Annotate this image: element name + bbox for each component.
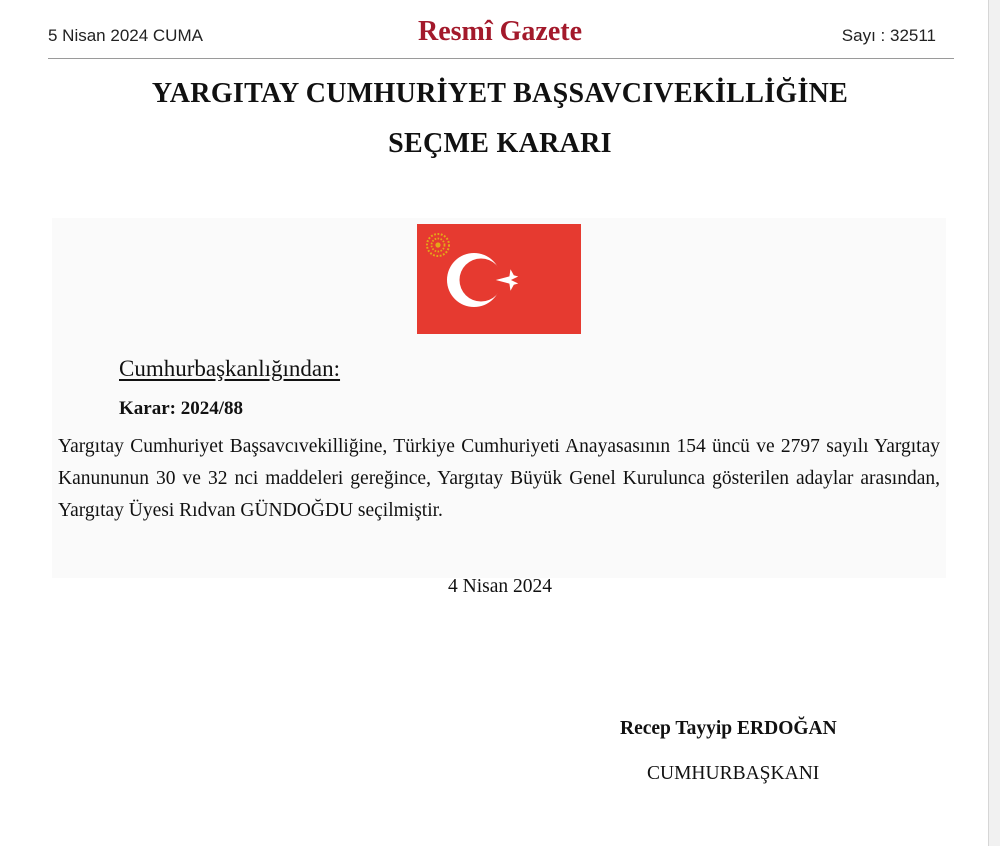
header-divider: [48, 58, 954, 59]
decision-number: Karar: 2024/88: [119, 398, 244, 419]
issue-number: Sayı : 32511: [841, 26, 936, 45]
document-title-line1: YARGITAY CUMHURİYET BAŞSAVCIVEKİLLİĞİNE: [151, 78, 849, 109]
signer-title: CUMHURBAŞKANI: [647, 763, 820, 784]
issuer-heading: Cumhurbaşkanlığından:: [119, 356, 341, 381]
header-date: 5 Nisan 2024 CUMA: [48, 26, 203, 45]
turkish-flag-icon: [417, 224, 581, 334]
decision-body-text: Yargıtay Cumhuriyet Başsavcıvekilliğine, Türkiye Cumhuriyeti Anayasasının 154 üncü ve 2797 sayılı Yargıtay Kanununun 30 ve 32 nci maddeleri gereğince, Yargıtay Büyük Genel Kurulunca gösterilen adaylar arasından, Yargıtay Üyesi Rıdvan GÜNDOĞDU seçilmiştir.: [58, 436, 940, 521]
signature-date: 4 Nisan 2024: [448, 576, 552, 597]
document-title-line2: SEÇME KARARI: [388, 128, 612, 159]
masthead-title: Resmî Gazete: [417, 16, 583, 47]
signer-name: Recep Tayyip ERDOĞAN: [620, 718, 837, 739]
